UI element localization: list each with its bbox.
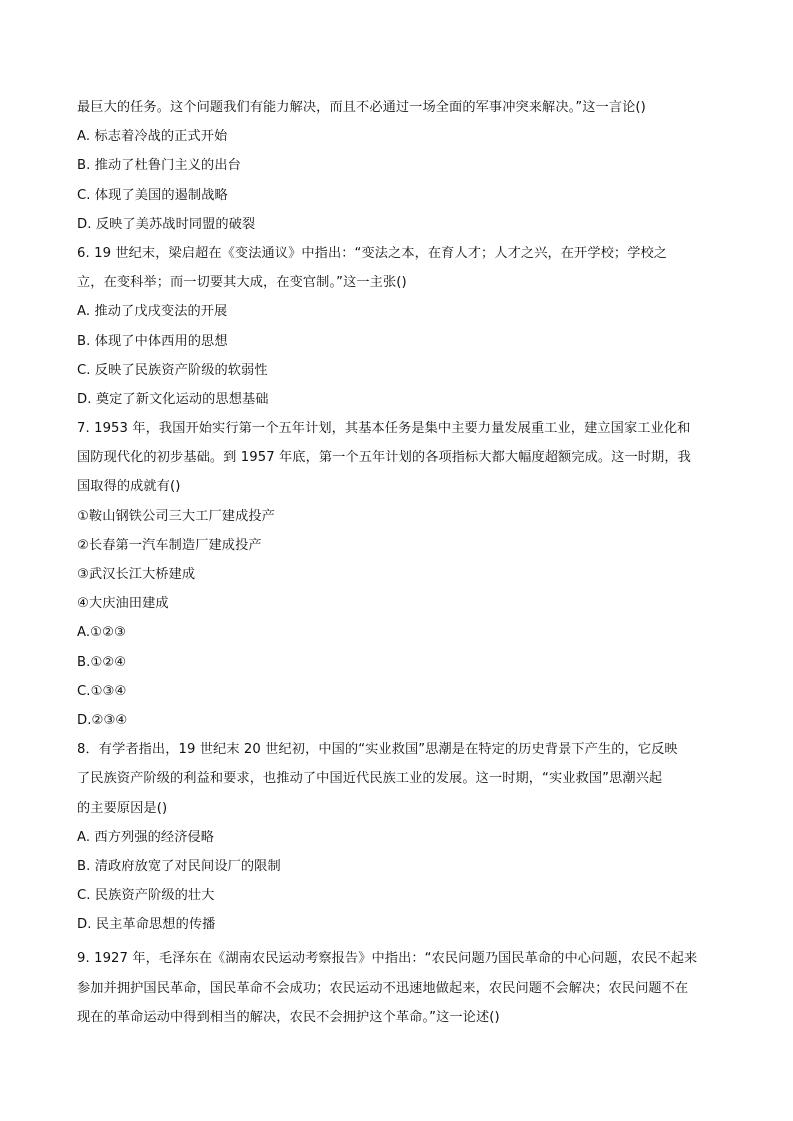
exam-page bbox=[77, 93, 727, 1032]
q7-item-2: ②长春第一汽车制造厂建成投产 bbox=[77, 537, 262, 553]
q7-option-b: B.①②④ bbox=[77, 654, 127, 670]
q7-item-1: ①鞍山钢铁公司三大工厂建成投产 bbox=[77, 508, 275, 524]
q7-stem-line-3: 国取得的成就有() bbox=[77, 479, 181, 495]
q8-stem-line-1: 8．有学者指出，19 世纪末 20 世纪初，中国的“实业救国”思潮是在特定的历史背景下产生的，它反映 bbox=[77, 742, 678, 758]
q8-option-d: D. 民主革命思想的传播 bbox=[77, 917, 216, 933]
q7-stem-line-1: 7. 1953 年，我国开始实行第一个五年计划，其基本任务是集中主要力量发展重工业，建立国家工业化和 bbox=[77, 421, 691, 437]
q7-option-a: A.①②③ bbox=[77, 625, 126, 641]
q8-option-c: C. 民族资产阶级的壮大 bbox=[77, 888, 215, 904]
q7-option-c: C.①③④ bbox=[77, 683, 127, 699]
q7-item-4: ④大庆油田建成 bbox=[77, 596, 169, 612]
q5-option-c: C. 体现了美国的遏制战略 bbox=[77, 187, 228, 203]
q9-stem-line-1: 9. 1927 年，毛泽东在《湖南农民运动考察报告》中指出：“农民问题乃国民革命的中心问题，农民不起来 bbox=[77, 951, 698, 967]
q5-option-a: A. 标志着冷战的正式开始 bbox=[77, 129, 228, 145]
q5-option-b: B. 推动了杜鲁门主义的出台 bbox=[77, 158, 241, 174]
q9-stem-line-3: 现在的革命运动中得到相当的解决，农民不会拥护这个革命。”这一论述() bbox=[77, 1009, 500, 1025]
q7-stem-line-2: 国防现代化的初步基础。到 1957 年底，第一个五年计划的各项指标大都大幅度超额完成。这一时期，我 bbox=[77, 450, 691, 466]
q9-stem-line-2: 参加并拥护国民革命，国民革命不会成功；农民运动不迅速地做起来，农民问题不会解决；农民问题不在 bbox=[77, 980, 689, 996]
q8-option-a: A. 西方列强的经济侵略 bbox=[77, 829, 215, 845]
q5-option-d: D. 反映了美苏战时同盟的破裂 bbox=[77, 216, 256, 232]
q5-stem-tail: 最巨大的任务。这个问题我们有能力解决，而且不必通过一场全面的军事冲突来解决。”这一言论() bbox=[77, 100, 646, 115]
q6-option-d: D. 奠定了新文化运动的思想基础 bbox=[77, 391, 269, 407]
q8-option-b: B. 清政府放宽了对民间设厂的限制 bbox=[77, 858, 281, 874]
q6-stem-line-1: 6. 19 世纪末，梁启超在《变法通议》中指出：“变法之本，在育人才；人才之兴，在开学校；学校之 bbox=[77, 245, 668, 261]
q8-stem-line-2: 了民族资产阶级的利益和要求，也推动了中国近代民族工业的发展。这一时期，“实业救国”思潮兴起 bbox=[77, 771, 663, 787]
q6-stem-line-2: 立，在变科举；而一切要其大成，在变官制。”这一主张() bbox=[77, 275, 407, 291]
q8-stem-line-3: 的主要原因是() bbox=[77, 800, 168, 816]
q7-item-3: ③武汉长江大桥建成 bbox=[77, 567, 196, 582]
q6-option-a: A. 推动了戊戌变法的开展 bbox=[77, 304, 228, 320]
q7-option-d: D.②③④ bbox=[77, 712, 128, 728]
q6-option-c: C. 反映了民族资产阶级的软弱性 bbox=[77, 362, 268, 378]
q6-option-b: B. 体现了中体西用的思想 bbox=[77, 333, 228, 349]
